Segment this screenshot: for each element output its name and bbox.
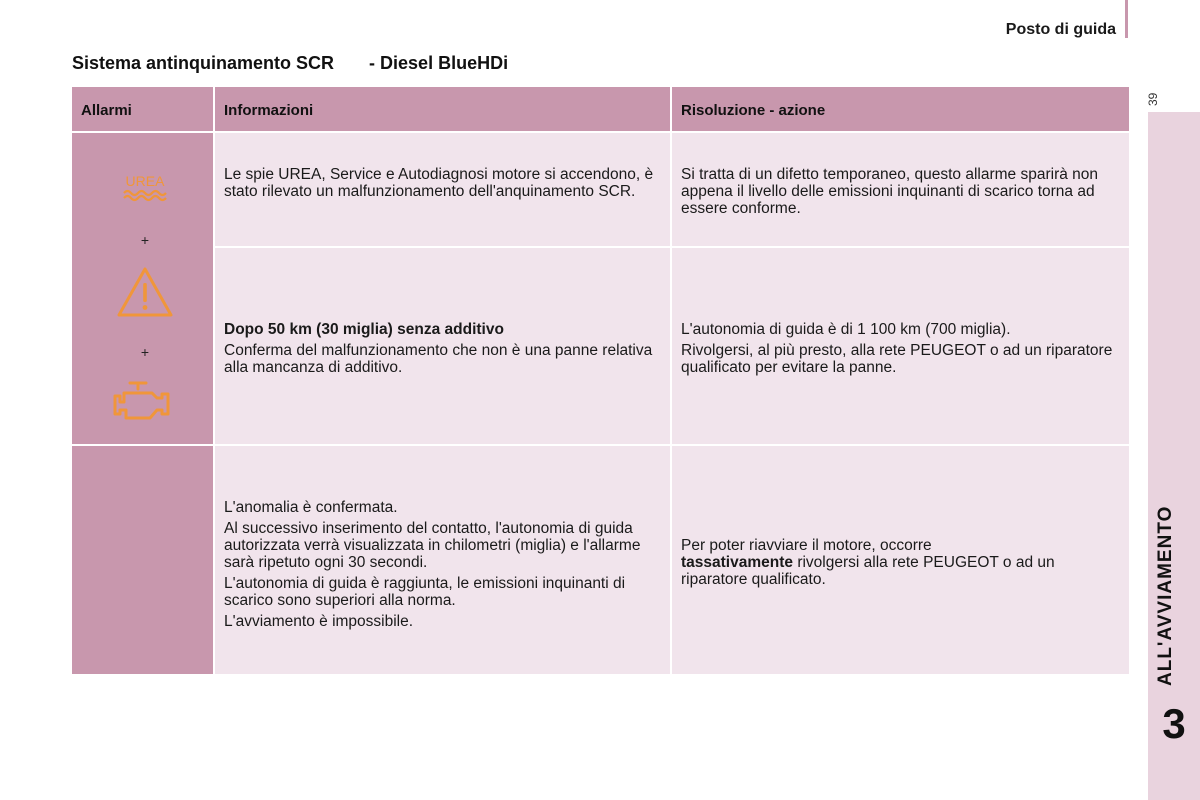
section-title: Sistema antinquinamento SCR - Diesel BlueHDi (72, 53, 509, 73)
header-divider (1125, 0, 1128, 38)
engine-diagnostic-icon (112, 378, 172, 422)
row-3-action-text (681, 537, 1119, 588)
chapter-title: ALL'AVVIAMENTO (1155, 505, 1176, 686)
row-3-info-start-impossible: L'avviamento è impossibile. (224, 613, 414, 630)
row-3-info-emissions: L'autonomia di guida è raggiunta, le emissioni inquinanti di scarico sono superiori alla norma. (224, 575, 626, 609)
row-2-info (215, 248, 670, 444)
urea-warning-icon (118, 168, 172, 202)
chapter-tab (1148, 112, 1200, 800)
row-3-action (672, 446, 1129, 674)
row-3-info (215, 446, 670, 674)
row-1-action: Si tratta di un difetto temporaneo, questo allarme sparirà non appena il livello delle emissioni inquinanti di scarico torna ad essere conforme. (672, 133, 1129, 246)
row-2-info-text: Conferma del malfunzionamento che non è una panne relativa alla mancanza di additivo. (224, 342, 653, 376)
alarm-cell-empty (72, 446, 213, 674)
column-header-info: Informazioni (215, 87, 670, 131)
row-2-info-heading: Dopo 50 km (30 miglia) senza additivo (224, 321, 504, 338)
row-3-info-autonomy: Al successivo inserimento del contatto, l'autonomia di guida autorizzata verrà visualizzata in chilometri (miglia) e l'allarme sarà ripetuto ogni 30 secondi. (224, 520, 641, 571)
plus-separator-2: + (140, 344, 150, 360)
row-3-action-post: rivolgersi alla rete PEUGEOT o ad un riparatore qualificato. (681, 554, 1055, 588)
column-header-action: Risoluzione - azione (672, 87, 1129, 131)
row-2-action-range: L'autonomia di guida è di 1 100 km (700 miglia). (681, 321, 1011, 338)
row-1-info: Le spie UREA, Service e Autodiagnosi motore si accendono, è stato rilevato un malfunzionamento dell'anquinamento SCR. (215, 133, 670, 246)
plus-separator-1: + (140, 232, 150, 248)
urea-icon-label: UREA (125, 173, 165, 189)
column-header-alarms: Allarmi (72, 87, 213, 131)
row-2-action-advice: Rivolgersi, al più presto, alla rete PEUGEOT o ad un riparatore qualificato per evitare la panne. (681, 342, 1113, 376)
row-3-action-pre: Per poter riavviare il motore, occorre (681, 537, 932, 554)
page-number: 39 (1146, 92, 1160, 106)
chapter-number: 3 (1162, 700, 1186, 747)
row-3-action-emphasis: tassativamente (681, 554, 794, 571)
service-warning-icon (115, 265, 175, 319)
row-3-info-confirmed: L'anomalia è confermata. (224, 499, 398, 516)
running-header: Posto di guida (1005, 21, 1116, 38)
row-2-action (672, 248, 1129, 444)
